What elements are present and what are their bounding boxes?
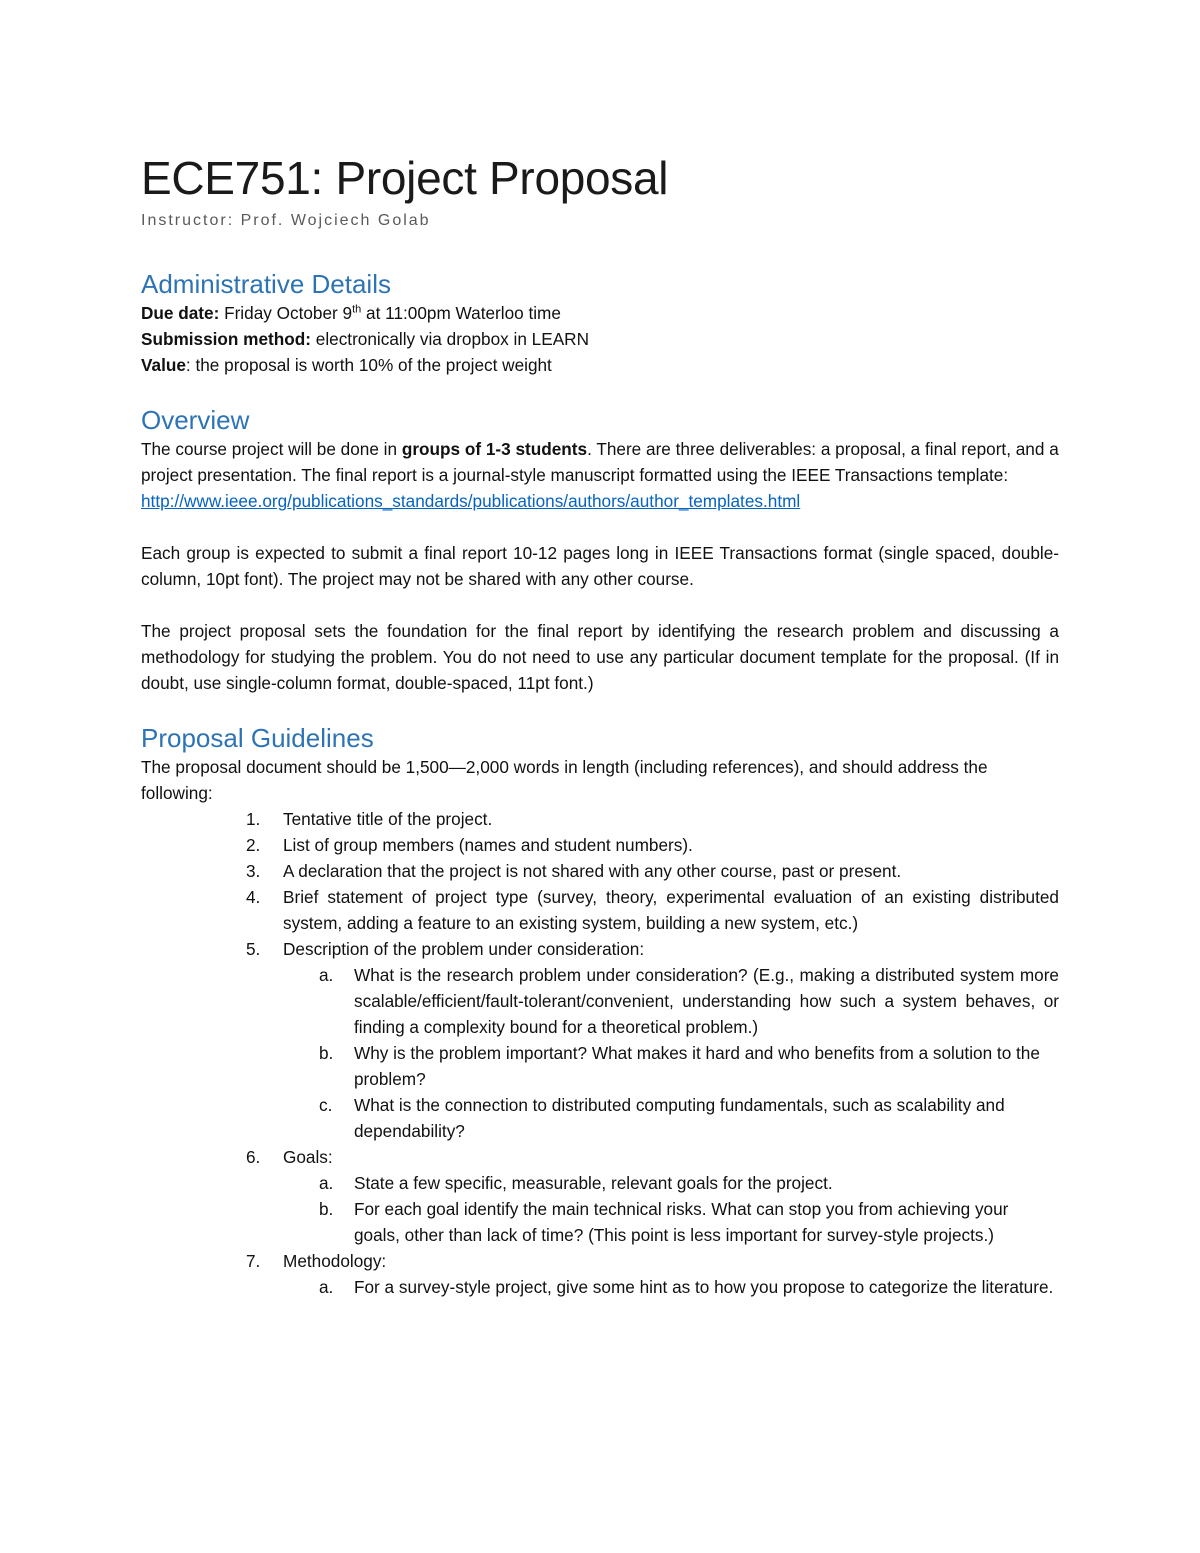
list-item-text: Goals: [283, 1147, 333, 1167]
list-item [141, 936, 1059, 962]
list-item [141, 858, 1059, 884]
sub-list-item-text: For a survey-style project, give some hint as to how you propose to categorize the literature. [354, 1277, 1054, 1297]
heading-overview: Overview [141, 405, 250, 435]
sub-list-item [141, 1092, 1059, 1144]
overview-p1-pre: The course project will be done in [141, 439, 402, 459]
page-title: ECE751: Project Proposal [141, 152, 669, 204]
sub-list-item [141, 1170, 1059, 1196]
list-item-text: Methodology: [283, 1251, 387, 1271]
due-date-value: Friday October 9 [219, 303, 353, 323]
submission-method-label: Submission method: [141, 329, 311, 349]
due-date-suffix: th [352, 303, 362, 316]
document-page [141, 150, 1059, 1300]
submission-method-line [141, 326, 1059, 352]
sub-list-item-letter: a. [319, 1277, 334, 1297]
sub-list-item-letter: c. [319, 1095, 333, 1115]
sub-list-item-text: For each goal identify the main technical risks. What can stop you from achieving your goals, other than lack of time? (This point is less important for survey-style projects.) [354, 1199, 1009, 1245]
list-item [141, 1248, 1059, 1274]
overview-p1-post: . There are three deliverables: a proposal, a final report, and a project presentation. The final report is a journal-style manuscript formatted using the IEEE Transactions template: [141, 439, 1059, 485]
sub-list-item [141, 962, 1059, 1040]
list-item-text: Tentative title of the project. [283, 809, 493, 829]
list-item [141, 806, 1059, 832]
list-item-number: 5. [246, 939, 261, 959]
value-label: Value [141, 355, 186, 375]
sub-list-item-text: What is the connection to distributed computing fundamentals, such as scalability and dependability? [354, 1095, 1005, 1141]
sub-list-item [141, 1274, 1059, 1300]
list-item-number: 7. [246, 1251, 261, 1271]
ieee-template-link[interactable]: http://www.ieee.org/publications_standards/publications/authors/author_templates.html [141, 491, 801, 511]
overview-paragraph-1 [141, 436, 1059, 514]
value-line [141, 352, 1059, 378]
due-date-label: Due date: [141, 303, 220, 323]
list-item [141, 832, 1059, 858]
sub-list-item-text: What is the research problem under consideration? (E.g., making a distributed system more scalable/efficient/fault-tolerant/convenient, understanding how such a system behaves, or finding a complexity bound for a theoretical problem.) [354, 965, 1059, 1037]
list-item-number: 1. [246, 809, 261, 829]
sub-list-item-letter: b. [319, 1199, 334, 1219]
guidelines-intro: The proposal document should be 1,500—2,000 words in length (including references), and should address the following: [141, 757, 988, 803]
submission-method-value: electronically via dropbox in LEARN [310, 329, 589, 349]
due-date-line [141, 300, 1059, 326]
overview-paragraph-2: Each group is expected to submit a final report 10-12 pages long in IEEE Transactions format (single spaced, double-column, 10pt font). The project may not be shared with any other course. [141, 543, 1059, 589]
sub-list-item-letter: b. [319, 1043, 334, 1063]
sub-list-item-letter: a. [319, 1173, 334, 1193]
list-item-text: A declaration that the project is not shared with any other course, past or present. [283, 861, 902, 881]
heading-administrative-details: Administrative Details [141, 269, 391, 299]
instructor-subtitle: Instructor: Prof. Wojciech Golab [141, 212, 431, 229]
list-item-text: Description of the problem under consideration: [283, 939, 645, 959]
due-date-time: at 11:00pm Waterloo time [361, 303, 561, 323]
list-item-number: 4. [246, 887, 261, 907]
sub-list-item-text: State a few specific, measurable, relevant goals for the project. [354, 1173, 833, 1193]
sub-list-item [141, 1196, 1059, 1248]
list-item [141, 1144, 1059, 1170]
list-item-number: 6. [246, 1147, 261, 1167]
overview-p1-bold: groups of 1-3 students [401, 439, 588, 459]
guidelines-list [141, 806, 1059, 1300]
sub-list-item-text: Why is the problem important? What makes it hard and who benefits from a solution to the problem? [354, 1043, 1040, 1089]
overview-paragraph-3: The project proposal sets the foundation for the final report by identifying the research problem and discussing a methodology for studying the problem. You do not need to use any particular document template for the proposal. (If in doubt, use single-column format, double-spaced, 11pt font.) [141, 621, 1059, 693]
value-text: : the proposal is worth 10% of the project weight [185, 355, 552, 375]
list-item [141, 884, 1059, 936]
list-item-text: List of group members (names and student numbers). [283, 835, 693, 855]
list-item-number: 3. [246, 861, 261, 881]
sub-list-item [141, 1040, 1059, 1092]
heading-proposal-guidelines: Proposal Guidelines [141, 723, 374, 753]
list-item-number: 2. [246, 835, 261, 855]
sub-list-item-letter: a. [319, 965, 334, 985]
list-item-text: Brief statement of project type (survey, theory, experimental evaluation of an existing distributed system, adding a feature to an existing system, building a new system, etc.) [283, 887, 1059, 933]
